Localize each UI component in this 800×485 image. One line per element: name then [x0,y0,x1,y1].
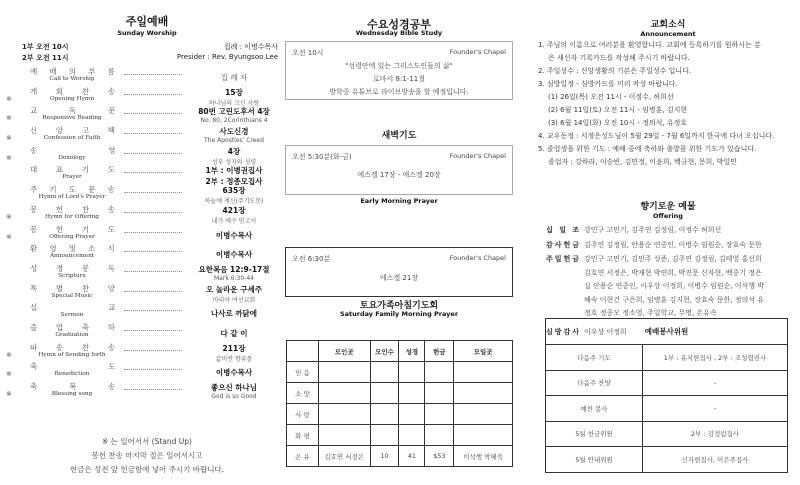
news-line: 은 새신자 기록카드를 작성해 주시기 바랍니다. [548,54,690,62]
news-line: (3) 6월 14일(화) 오전 10시 - 정의석, 유정호 [548,119,688,127]
stand-mark: ※ [6,114,12,123]
table-header-row [287,341,513,362]
table-header: 모인곳 [318,341,370,362]
dotted-leader [124,94,182,95]
worship-subtitle: Sunday Worship [117,29,177,37]
item-sub: 2부 : 정종모집사 [205,177,263,187]
item-english: Doxology [58,154,86,161]
news-line: 3. 심방일정 - 심방카드를 미리 작성 바랍니다. [538,80,678,88]
item-value [184,382,284,400]
offering-names: 강민구 고민기, 김민주 성준, 김주연 김정림, 김태영 홍선희 김호연 서정은, 박재현 박연희, 박진문 신자현, 백중기 정은실 안용순 연중인, 이우상 이정희, 이병수 임원순, 이석행 박혜숙 이현건 구은희, 임병훈 김지현, 장효숙 문한, 정의석 유정호 정종모 정소영, 주일학교, 무명, 온유속 [584,255,765,317]
table-cell: 소 망 [287,383,319,404]
service-1: 1부 오전 10시 [22,43,69,51]
table-header: 모인수 [370,341,399,362]
table-cell [318,425,370,446]
item-main: 다 같 이 [220,328,248,338]
table-cell [370,362,399,383]
item-english: Opening Hymn [49,95,95,102]
worship-item [22,243,272,263]
item-english: Offering Prayer [49,233,95,240]
news-line: (2) 6월 11일(토) 오전 11시 - 임병훈, 김지현 [548,106,688,114]
item-sub: God is so Good [211,393,257,400]
item-main: 이병수목사 [215,368,253,378]
stand-mark: ※ [6,134,12,143]
offering-names: 김주연 김정림, 안용순 연중인, 이병수 임원순, 장효숙 문한 [584,240,762,249]
item-sub: No. 80, 2Corinthians 4 [200,117,268,125]
saturday-title: 토요가족아침기도회 [359,301,439,311]
dotted-leader [124,271,182,272]
dotted-leader [124,172,182,173]
dotted-leader [124,192,182,193]
table-header: 헌금 [425,341,454,362]
item-korean: 교독문 [30,106,147,116]
item-main: 15장 [225,87,243,97]
item-english: Graduation [55,331,89,338]
dotted-leader [124,389,182,390]
table-cell [454,362,513,383]
servants-cell: 5월 안내위원 [546,447,643,473]
offering-label: 심방감사 [546,327,582,336]
offering-label: 감사헌금 [546,240,582,249]
item-sub: 값비싼 향유를 [215,355,253,363]
servants-header-row [546,319,788,345]
offering-label: 십 일 조 [546,226,582,234]
saturday-scripture: 에스겔 21장 [379,274,419,282]
item-english: Special Music [51,292,93,299]
table-cell [454,383,513,404]
dotted-leader [124,153,182,154]
presider-ko: 집례 : 이병수목사 [223,43,278,51]
item-value [184,284,284,304]
item-korean: 개회찬송 [30,86,134,96]
offering-label: 주일헌금 [546,255,582,263]
item-korean: 특별찬양 [30,283,134,293]
item-value [184,230,284,241]
dotted-leader [124,291,182,292]
item-english: Call to Worship [49,76,95,82]
item-english: Hymn of Lord's Prayer [38,194,106,201]
saturday-subtitle: Saturday Family Morning Prayer [339,310,459,318]
worship-item [6,145,272,166]
table-header: 성경 [399,341,425,362]
item-main: 나사로 까닭에 [210,309,258,319]
offering-note: 봉헌 찬송 마지막 절은 일어서시고 [91,451,203,460]
item-main: 이병수목사 [215,250,253,260]
item-korean: 주기도문송 [30,185,127,195]
wednesday-subtitle: Wednesday Bible Study [355,29,443,37]
item-sub: 내가 예수 믿고서 [211,217,257,225]
saturday-box [285,247,513,297]
news-line: 졸업자 : 강하라, 이승빈, 김민정, 이윤희, 백규현, 문희, 박일민 [548,158,738,166]
item-english: Sermon [60,312,84,319]
table-cell [399,404,425,425]
dawn-subtitle: Early Morning Prayer [360,197,438,205]
table-cell [370,425,399,446]
table-cell: 화 평 [287,425,319,446]
item-english: Responsive Reading [42,115,102,122]
wednesday-place: Founder's Chapel [449,48,506,56]
table-cell: 10 [370,446,399,467]
saturday-table [286,340,513,467]
stand-mark: ※ [6,153,12,162]
table-cell [425,383,454,404]
saturday-place: Founder's Chapel [449,254,506,262]
presider-en: Presider : Rev. Byungsoo Lee [176,53,278,61]
table-cell: 41 [399,446,425,467]
table-cell [399,383,425,404]
table-row [287,425,513,446]
table-cell: 사 랑 [287,404,319,425]
item-english: Hymn for Offering [44,213,100,220]
worship-item [22,66,272,86]
item-main: 80번 고린도후서 4장 [198,107,270,117]
worship-item [22,322,272,342]
offering-names: 강민구 고민기, 김주연 김정림, 이정수 허희선 [584,226,722,234]
table-cell [399,425,425,446]
servants-table [545,318,788,473]
wednesday-box [285,41,513,100]
item-korean: 봉헌기도 [30,224,134,234]
dotted-leader [124,330,182,331]
table-cell [425,404,454,425]
table-cell: 온 유 [287,446,319,467]
dotted-leader [124,212,182,213]
table-header [287,341,319,362]
item-value [184,87,284,107]
servants-row [546,447,788,473]
servants-row [546,396,788,422]
item-korean: 졸업축하 [30,322,134,332]
item-main: 4장 [227,146,241,156]
item-english: Confession of Faith [43,135,101,142]
servants-cell: 신자현집사, 이은주집사 [643,447,788,473]
stand-mark: ※ [6,232,12,241]
item-main: 1부 : 이병권집사 [205,166,263,176]
item-english: Scripture [58,272,86,279]
offering-group [546,239,768,253]
sunday-worship-section [6,0,278,474]
servants-cell: 2부 : 김정림집사 [643,421,788,447]
table-cell [318,404,370,425]
dotted-leader [124,113,182,114]
wednesday-scripture: 로마서 8:1-11절 [373,75,425,83]
stand-mark: ※ [6,390,12,398]
item-value [184,146,284,166]
news-line: 2. 주일성수 : 신앙생활의 기본은 주일성수 입니다. [538,67,692,75]
item-value [184,328,284,339]
servants-row [546,421,788,447]
item-main: 211장 [222,343,246,353]
worship-item [6,224,272,244]
table-cell [370,383,399,404]
item-korean: 봉헌찬송 [30,204,134,214]
servants-cell: 1부 : 유지현집사 , 2부 : 조성협권사 [643,345,788,371]
item-english: Hymn of Sending forth [38,351,106,358]
offering-title: 향기로운 예물 [640,202,696,212]
item-value [184,249,284,260]
servants-row [546,345,788,371]
news-title: 교회소식 [650,20,686,30]
servants-cell: 5월 헌금위원 [546,421,643,447]
item-sub: Mark 6:30-44 [214,274,254,282]
item-korean: 축도 [30,362,187,372]
table-cell: 김호연 서정은 [318,446,370,467]
item-english: Announcement [49,253,95,260]
dotted-leader [124,310,182,311]
worship-item [22,283,272,303]
stand-mark: ※ [6,350,12,359]
worship-item [6,105,272,125]
item-korean: 설교 [30,303,187,313]
offering-note-2: 헌금은 성전 앞 헌금함에 넣어 주시기 바랍니다. [69,465,225,474]
news-section [538,0,798,464]
item-english: Prayer [62,174,82,181]
wednesday-theme: "성령안에 있는 그리스도인들의 삶" [345,62,453,70]
item-main: 집 례 자 [220,73,248,82]
table-row [287,404,513,425]
item-korean: 축복송 [30,382,147,391]
worship-item [22,184,272,204]
news-line: 1. 주님의 이름으로 여러분을 환영합니다. 교회에 등록하기를 원하시는 분 [538,41,761,49]
item-value [184,185,284,205]
table-cell [454,404,513,425]
worship-item [22,164,272,187]
item-sub: 마리아 여선교회 [212,296,256,304]
worship-item [22,263,272,283]
item-korean: 신앙고백 [30,126,134,136]
news-subtitle: Announcement [640,30,696,38]
worship-item [6,86,272,107]
item-korean: 예배의부름 [30,67,127,76]
item-main: 요한복음 12:9-17절 [198,264,270,274]
worship-item [6,381,272,401]
table-row [287,383,513,404]
table-header: 모일곳 [454,341,513,362]
table-cell: $53 [425,446,454,467]
item-sub: 하나님의 크신 사랑 [208,99,260,107]
table-cell [454,425,513,446]
stand-mark: ※ [6,370,12,379]
stand-note: ※ 는 일어서서 (Stand Up) [102,437,192,446]
dawn-box [285,145,513,195]
offering-group [546,224,768,238]
dotted-leader [124,74,182,75]
item-sub: The Apostles' Creed [204,137,264,145]
offering-subtitle: Offering [653,212,683,220]
offering-group [546,253,768,321]
table-cell [425,362,454,383]
item-sub: 성부 성자와 성령 [211,158,257,166]
news-line: 4. 교우동정 : 서정은성도님이 5월 29일 - 7월 6일까지 한국에 다녀 오십니다. [538,132,775,140]
table-cell [318,362,370,383]
item-value [184,343,284,363]
news-line: (1) 26일(목) 오전 11시 - 이정수, 허희선 [548,93,674,101]
item-korean: 성경봉독 [30,263,134,273]
order-of-worship [6,66,272,401]
item-main: 이병수목사 [215,230,253,240]
worship-title: 주일예배 [125,15,169,28]
dotted-leader [124,369,182,370]
table-cell: 이석행 박혜숙 [454,446,513,467]
item-value [184,126,284,144]
item-value [184,308,284,319]
item-english: Benediction [54,371,90,378]
servants-row [546,370,788,396]
worship-item [22,302,272,322]
dotted-leader [124,350,182,351]
item-korean: 송영 [30,145,187,155]
table-cell [399,362,425,383]
item-value [184,106,284,124]
table-row [287,362,513,383]
worship-item [6,342,272,363]
item-value [184,264,284,282]
wednesday-note: 방학중 유튜브로 라이브방송을 할 예정입니다. [329,88,469,96]
table-cell: 믿 음 [287,362,319,383]
item-korean: 대표기도 [30,165,134,175]
offering-names: 이우상 이정희 [584,327,627,336]
dawn-scripture: 에스겔 17장 - 에스겔 20장 [357,171,441,179]
news-line: 5. 졸업생을 위한 기도 : 예배 중에 축하와 출발을 위한 기도가 있습니다. [538,145,757,153]
dawn-title: 새벽기도 [381,131,417,141]
stand-mark: ※ [6,212,12,221]
dotted-leader [124,251,182,252]
item-value [184,72,284,83]
table-cell [425,425,454,446]
servants-cell: 예찬 봉사 [546,396,643,422]
item-value [184,367,284,378]
item-english: Blessing song [51,391,93,397]
item-main: 오 놀라운 구세주 [206,284,262,294]
dawn-place: Founder's Chapel [449,152,506,160]
table-cell [318,383,370,404]
item-value [184,205,284,225]
news-list [538,39,798,169]
servants-cell: 다음주 찬양 [546,370,643,396]
table-cell [370,404,399,425]
item-korean: 환영및소식 [30,244,127,254]
stand-mark: ※ [6,94,12,103]
servants-cell: - [643,370,788,396]
servants-cell: - [643,396,788,422]
servants-cell: 다음주 기도 [546,345,643,371]
table-row [287,446,513,467]
wednesday-title: 수요성경공부 [367,18,431,31]
dawn-time: 오전 5:30분(화-금) [292,153,352,161]
saturday-time: 오전 6:30분 [292,255,331,263]
worship-item [6,204,272,225]
wednesday-time: 오전 10시 [292,49,324,57]
item-korean: 파송찬송 [30,342,134,352]
item-main: 635장 [222,186,246,196]
item-main: 사도신경 [219,127,249,137]
service-2: 2부 오전 11시 [22,54,69,62]
servants-title: 예배봉사위원 [546,319,788,345]
item-main: 421장 [222,205,246,215]
dotted-leader [124,232,182,233]
dotted-leader [124,133,182,134]
worship-item [6,361,272,381]
item-sub: 하늘에 계신(주기도문) [204,198,264,206]
worship-item [6,125,272,145]
item-main: 좋으신 하나님 [210,383,258,392]
